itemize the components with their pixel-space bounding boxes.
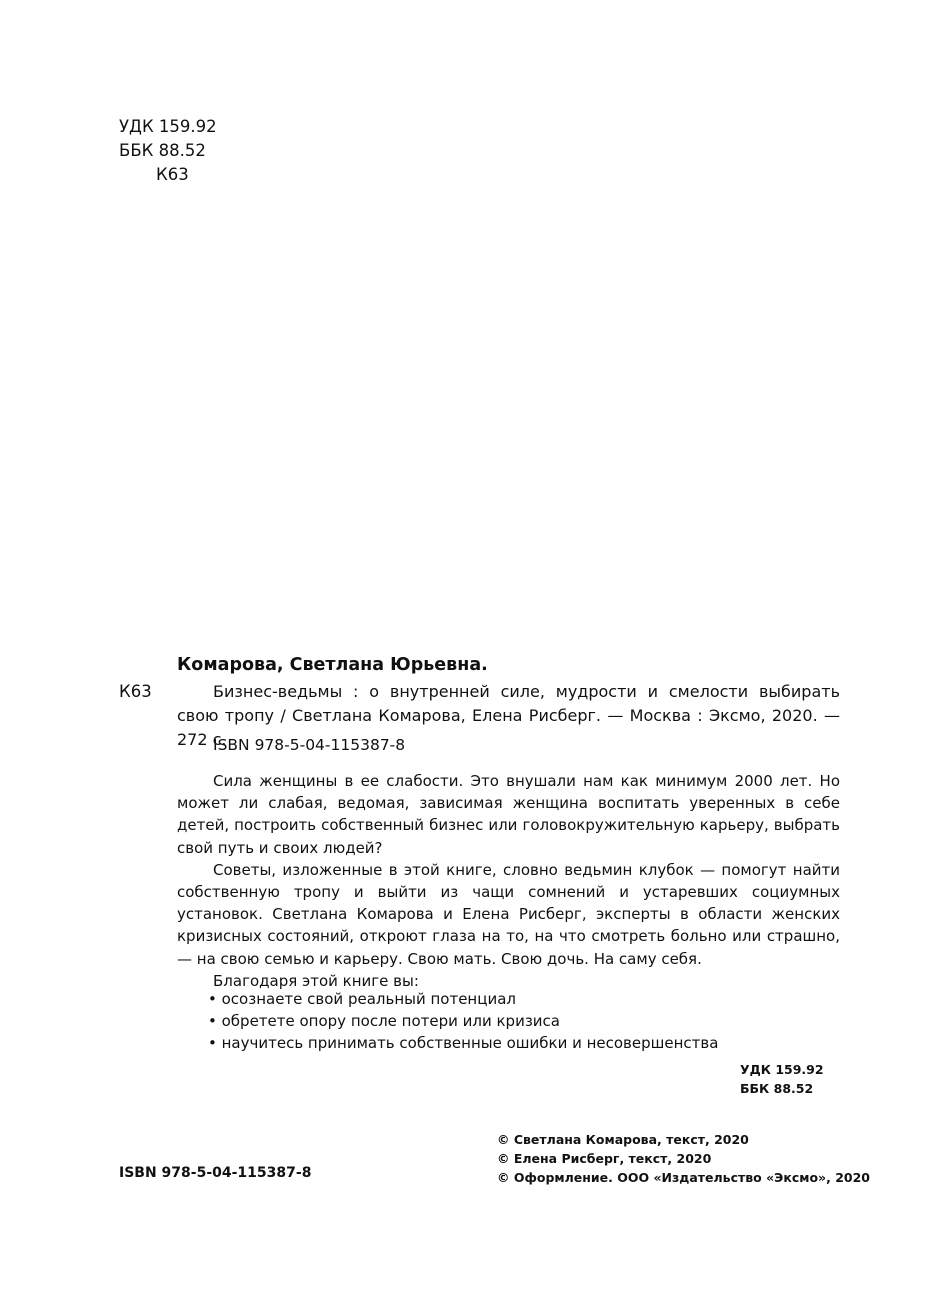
footer-isbn: ISBN 978-5-04-115387-8	[119, 1165, 312, 1181]
benefits-list	[208, 988, 718, 1055]
annotation-paragraph: Благодаря этой книге вы:	[213, 971, 419, 990]
list-item: • обретете опору после потери или кризиса	[208, 1010, 718, 1032]
list-item: • осознаете свой реальный потенциал	[208, 988, 718, 1010]
list-item: • научитесь принимать собственные ошибки и несовершенства	[208, 1032, 718, 1054]
annotation-paragraph: Сила женщины в ее слабости. Это внушали нам как минимум 2000 лет. Но может ли слабая, ведомая, зависимая женщина воспитать уверенных в себе детей, построить собственный бизнес или головокружительную карьеру, выбрать свой путь и своих людей?	[177, 772, 840, 857]
annotation	[177, 770, 840, 992]
author-heading: Комарова, Светлана Юрьевна.	[177, 655, 488, 675]
udk-code: УДК 159.92	[119, 117, 217, 136]
record-author-mark: К63	[119, 682, 152, 701]
footer-udk: УДК 159.92	[740, 1062, 824, 1077]
footer-classification	[740, 1060, 839, 1098]
author-mark: К63	[156, 165, 189, 184]
bibliographic-description: Бизнес-ведьмы : о внутренней силе, мудрости и смелости выбирать свою тропу / Светлана Комарова, Елена Рисберг. — Москва : Эксмо, 2020. — 272 с.	[177, 682, 840, 749]
copyright-line: © Светлана Комарова, текст, 2020	[497, 1132, 749, 1147]
annotation-paragraph: Советы, изложенные в этой книге, словно ведьмин клубок — помогут найти собственную тропу и выйти из чащи сомнений и устаревших социумных установок. Светлана Комарова и Елена Рисберг, эксперты в области женских кризисных состояний, откроют глаза на то, на что смотреть больно или страшно, — на свою семью и карьеру. Свою мать. Свою дочь. На саму себя.	[177, 860, 840, 968]
copyright-line: © Елена Рисберг, текст, 2020	[497, 1151, 712, 1166]
footer-bbk: ББК 88.52	[740, 1081, 814, 1096]
bbk-code: ББК 88.52	[119, 141, 206, 160]
copyright-notices	[497, 1130, 870, 1187]
record-isbn: ISBN 978-5-04-115387-8	[213, 736, 406, 754]
copyright-line: © Оформление. ООО «Издательство «Эксмо», 2020	[497, 1170, 870, 1185]
